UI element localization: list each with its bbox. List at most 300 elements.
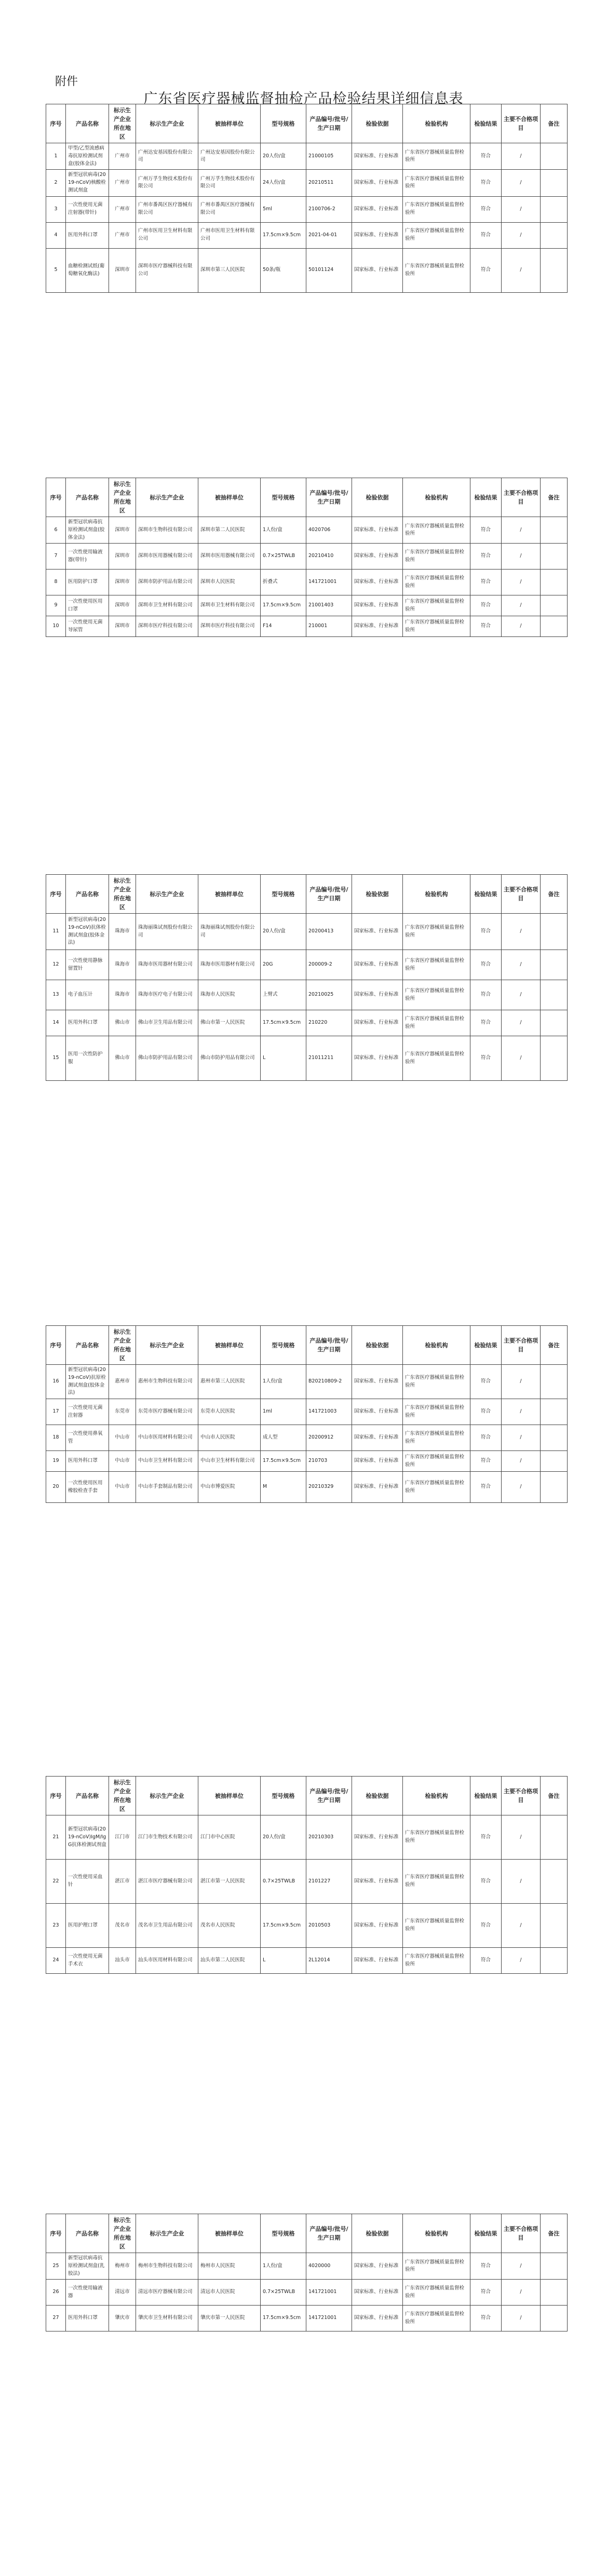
cell-lab: 广东省医疗器械质量监督检验所 [403, 248, 470, 292]
cell-region: 清远市 [109, 2280, 136, 2306]
cell-lot: 141721001 [306, 2280, 352, 2306]
column-header: 标示生产企业 [136, 1777, 198, 1815]
cell-result: 符合 [470, 1010, 502, 1036]
column-header: 标示生产企业所在地区 [109, 1326, 136, 1365]
cell-spec: 20人份/盒 [261, 914, 306, 950]
cell-maker: 深圳市医用器械有限公司 [136, 544, 198, 570]
column-header: 备注 [541, 1777, 568, 1815]
column-header: 检验结果 [470, 875, 502, 914]
column-header: 产品名称 [66, 478, 109, 517]
cell-name: 医用外科口罩 [66, 1451, 109, 1472]
cell-note [541, 914, 568, 950]
cell-basis: 国家标准、行业标准 [352, 1472, 403, 1503]
cell-lot: 2021-04-01 [306, 222, 352, 248]
cell-maker: 湛江市医疗器械有限公司 [136, 1860, 198, 1904]
cell-lab: 广东省医疗器械质量监督检验所 [403, 570, 470, 595]
cell-result: 符合 [470, 950, 502, 980]
cell-note [541, 1365, 568, 1399]
cell-sampled: 广州市番禺区医疗器械有限公司 [198, 196, 261, 222]
cell-spec: 0.7×25TWLB [261, 544, 306, 570]
column-header: 主要不合格项目 [502, 478, 541, 517]
table-row [46, 248, 568, 292]
cell-region: 中山市 [109, 1451, 136, 1472]
cell-fail: / [502, 170, 541, 196]
cell-region: 中山市 [109, 1425, 136, 1451]
cell-lab: 广东省医疗器械质量监督检验所 [403, 1860, 470, 1904]
cell-spec: 0.7×25TWLB [261, 2280, 306, 2306]
cell-name: 新型冠状病毒抗原检测试剂盒(胶体金法) [66, 517, 109, 544]
table-row [46, 2253, 568, 2280]
cell-result: 符合 [470, 248, 502, 292]
cell-sampled: 梅州市人民医院 [198, 2253, 261, 2280]
column-header: 备注 [541, 478, 568, 517]
cell-result: 符合 [470, 1399, 502, 1425]
table-row [46, 1399, 568, 1425]
cell-fail: / [502, 248, 541, 292]
cell-note [541, 1904, 568, 1948]
cell-name: 血糖检测试纸(葡萄糖氧化酶法) [66, 248, 109, 292]
cell-lot: 4020000 [306, 2253, 352, 2280]
cell-name: 甲型/乙型流感病毒抗原检测试剂盒(胶体金法) [66, 143, 109, 170]
cell-name: 一次性使用静脉留置针 [66, 950, 109, 980]
cell-no: 11 [46, 914, 66, 950]
column-header: 检验结果 [470, 478, 502, 517]
cell-no: 9 [46, 595, 66, 616]
cell-region: 东莞市 [109, 1399, 136, 1425]
cell-sampled: 中山市卫生材料有限公司 [198, 1451, 261, 1472]
cell-region: 佛山市 [109, 1010, 136, 1036]
table-row [46, 1472, 568, 1503]
table-row [46, 517, 568, 544]
cell-note [541, 595, 568, 616]
cell-maker: 深圳市卫生材料有限公司 [136, 595, 198, 616]
cell-result: 符合 [470, 143, 502, 170]
page-title: 广东省医疗器械监督抽检产品检验结果详细信息表 [143, 91, 464, 107]
cell-note [541, 2280, 568, 2306]
cell-note [541, 143, 568, 170]
cell-no: 13 [46, 980, 66, 1010]
cell-basis: 国家标准、行业标准 [352, 1860, 403, 1904]
cell-maker: 广州市医用卫生材料有限公司 [136, 222, 198, 248]
cell-lot: 2L12014 [306, 1948, 352, 1974]
cell-sampled: 佛山市防护用品有限公司 [198, 1036, 261, 1081]
column-header: 被抽样单位 [198, 875, 261, 914]
cell-lab: 广东省医疗器械质量监督检验所 [403, 170, 470, 196]
cell-name: 一次性使用无菌注射器(带针) [66, 196, 109, 222]
cell-basis: 国家标准、行业标准 [352, 1399, 403, 1425]
table-row [46, 616, 568, 637]
cell-result: 符合 [470, 595, 502, 616]
column-header: 标示生产企业 [136, 1326, 198, 1365]
cell-region: 广州市 [109, 143, 136, 170]
cell-no: 21 [46, 1815, 66, 1860]
column-header: 检验机构 [403, 104, 470, 143]
cell-lab: 广东省医疗器械质量监督检验所 [403, 196, 470, 222]
cell-result: 符合 [470, 196, 502, 222]
cell-sampled: 珠海市医用器材有限公司 [198, 950, 261, 980]
cell-maker: 广州达安基因股份有限公司 [136, 143, 198, 170]
cell-note [541, 980, 568, 1010]
column-header: 型号规格 [261, 1777, 306, 1815]
cell-sampled: 深圳市第二人民医院 [198, 517, 261, 544]
cell-basis: 国家标准、行业标准 [352, 196, 403, 222]
cell-lot: 210220 [306, 1010, 352, 1036]
cell-maker: 中山市手套制品有限公司 [136, 1472, 198, 1503]
cell-name: 一次性使用无菌注射器 [66, 1399, 109, 1425]
cell-lot: 141721001 [306, 570, 352, 595]
column-header: 被抽样单位 [198, 478, 261, 517]
cell-no: 22 [46, 1860, 66, 1904]
table-row [46, 544, 568, 570]
result-table [46, 478, 568, 637]
result-table [46, 1776, 568, 1974]
cell-no: 7 [46, 544, 66, 570]
column-header: 检验结果 [470, 1777, 502, 1815]
cell-basis: 国家标准、行业标准 [352, 980, 403, 1010]
cell-lot: 141721001 [306, 2306, 352, 2331]
cell-spec: 17.5cm×9.5cm [261, 595, 306, 616]
cell-lab: 广东省医疗器械质量监督检验所 [403, 517, 470, 544]
cell-region: 中山市 [109, 1472, 136, 1503]
cell-lab: 广东省医疗器械质量监督检验所 [403, 1451, 470, 1472]
column-header: 标示生产企业 [136, 104, 198, 143]
column-header: 型号规格 [261, 1326, 306, 1365]
cell-note [541, 570, 568, 595]
cell-note [541, 2253, 568, 2280]
cell-maker: 佛山市卫生用品有限公司 [136, 1010, 198, 1036]
cell-sampled: 江门市中心医院 [198, 1815, 261, 1860]
cell-lot: 20200413 [306, 914, 352, 950]
column-header: 检验结果 [470, 104, 502, 143]
cell-fail: / [502, 2306, 541, 2331]
cell-fail: / [502, 1425, 541, 1451]
cell-name: 医用外科口罩 [66, 2306, 109, 2331]
cell-lab: 广东省医疗器械质量监督检验所 [403, 950, 470, 980]
cell-note [541, 1036, 568, 1081]
column-header: 序号 [46, 1777, 66, 1815]
cell-lot: 21011211 [306, 1036, 352, 1081]
cell-maker: 佛山市防护用品有限公司 [136, 1036, 198, 1081]
cell-name: 一次性使用医用橡胶检查手套 [66, 1472, 109, 1503]
cell-spec: 17.5cm×9.5cm [261, 1904, 306, 1948]
cell-basis: 国家标准、行业标准 [352, 1815, 403, 1860]
cell-lab: 广东省医疗器械质量监督检验所 [403, 1815, 470, 1860]
cell-no: 10 [46, 616, 66, 637]
cell-region: 珠海市 [109, 914, 136, 950]
cell-spec: M [261, 1472, 306, 1503]
cell-fail: / [502, 1010, 541, 1036]
column-header: 产品编号/批号/生产日期 [306, 2214, 352, 2253]
column-header: 检验结果 [470, 2214, 502, 2253]
table-row [46, 595, 568, 616]
cell-maker: 珠海市医用器材有限公司 [136, 950, 198, 980]
cell-basis: 国家标准、行业标准 [352, 517, 403, 544]
cell-spec: 1人份/盒 [261, 1365, 306, 1399]
cell-lot: 141721003 [306, 1399, 352, 1425]
cell-result: 符合 [470, 2253, 502, 2280]
cell-result: 符合 [470, 1472, 502, 1503]
cell-lot: 20210025 [306, 980, 352, 1010]
cell-region: 茂名市 [109, 1904, 136, 1948]
cell-result: 符合 [470, 544, 502, 570]
cell-result: 符合 [470, 1904, 502, 1948]
cell-result: 符合 [470, 2306, 502, 2331]
cell-basis: 国家标准、行业标准 [352, 170, 403, 196]
cell-no: 8 [46, 570, 66, 595]
cell-no: 24 [46, 1948, 66, 1974]
cell-lot: B20210809-2 [306, 1365, 352, 1399]
table-row [46, 196, 568, 222]
cell-spec: 1ml [261, 1399, 306, 1425]
table-row [46, 1948, 568, 1974]
cell-lab: 广东省医疗器械质量监督检验所 [403, 616, 470, 637]
cell-sampled: 佛山市第一人民医院 [198, 1010, 261, 1036]
cell-region: 汕头市 [109, 1948, 136, 1974]
cell-region: 梅州市 [109, 2253, 136, 2280]
cell-basis: 国家标准、行业标准 [352, 248, 403, 292]
cell-note [541, 544, 568, 570]
cell-lot: 2100706-2 [306, 196, 352, 222]
cell-basis: 国家标准、行业标准 [352, 1036, 403, 1081]
cell-region: 广州市 [109, 222, 136, 248]
cell-maker: 梅州市生物科技有限公司 [136, 2253, 198, 2280]
cell-lab: 广东省医疗器械质量监督检验所 [403, 222, 470, 248]
cell-lot: 20200912 [306, 1425, 352, 1451]
cell-result: 符合 [470, 1425, 502, 1451]
table-row [46, 980, 568, 1010]
column-header: 检验依据 [352, 104, 403, 143]
column-header: 检验依据 [352, 1777, 403, 1815]
cell-fail: / [502, 1815, 541, 1860]
cell-lot: 21000105 [306, 143, 352, 170]
cell-lot: 50101124 [306, 248, 352, 292]
cell-basis: 国家标准、行业标准 [352, 2253, 403, 2280]
cell-no: 26 [46, 2280, 66, 2306]
cell-lab: 广东省医疗器械质量监督检验所 [403, 1472, 470, 1503]
cell-note [541, 1010, 568, 1036]
column-header: 备注 [541, 2214, 568, 2253]
table-row [46, 914, 568, 950]
cell-basis: 国家标准、行业标准 [352, 544, 403, 570]
column-header: 主要不合格项目 [502, 1326, 541, 1365]
cell-spec: 折叠式 [261, 570, 306, 595]
cell-name: 一次性使用输液器(带针) [66, 544, 109, 570]
cell-lot: 20210511 [306, 170, 352, 196]
cell-result: 符合 [470, 616, 502, 637]
cell-lot: 21001403 [306, 595, 352, 616]
cell-no: 6 [46, 517, 66, 544]
column-header: 标示生产企业所在地区 [109, 2214, 136, 2253]
cell-note [541, 1815, 568, 1860]
cell-sampled: 茂名市人民医院 [198, 1904, 261, 1948]
result-table [46, 104, 568, 293]
table-row [46, 950, 568, 980]
cell-maker: 广州市番禺区医疗器械有限公司 [136, 196, 198, 222]
cell-fail: / [502, 980, 541, 1010]
cell-name: 一次性使用输液器 [66, 2280, 109, 2306]
column-header: 标示生产企业 [136, 2214, 198, 2253]
table-header-row [46, 104, 568, 143]
cell-spec: 上臂式 [261, 980, 306, 1010]
cell-result: 符合 [470, 1451, 502, 1472]
cell-fail: / [502, 1399, 541, 1425]
cell-maker: 清远市医疗器械有限公司 [136, 2280, 198, 2306]
cell-fail: / [502, 2280, 541, 2306]
cell-lab: 广东省医疗器械质量监督检验所 [403, 1948, 470, 1974]
cell-name: 医用护理口罩 [66, 1904, 109, 1948]
cell-spec: 17.5cm×9.5cm [261, 2306, 306, 2331]
cell-no: 12 [46, 950, 66, 980]
column-header: 型号规格 [261, 875, 306, 914]
table-row [46, 1010, 568, 1036]
column-header: 检验结果 [470, 1326, 502, 1365]
column-header: 产品名称 [66, 875, 109, 914]
cell-name: 新型冠状病毒(2019-nCoV)抗体检测试剂盒(胶体金法) [66, 914, 109, 950]
cell-no: 19 [46, 1451, 66, 1472]
cell-fail: / [502, 950, 541, 980]
cell-region: 深圳市 [109, 616, 136, 637]
cell-region: 深圳市 [109, 570, 136, 595]
column-header: 标示生产企业所在地区 [109, 875, 136, 914]
cell-lab: 广东省医疗器械质量监督检验所 [403, 980, 470, 1010]
cell-no: 17 [46, 1399, 66, 1425]
cell-sampled: 珠海丽珠试剂股份有限公司 [198, 914, 261, 950]
cell-lab: 广东省医疗器械质量监督检验所 [403, 1399, 470, 1425]
cell-region: 深圳市 [109, 248, 136, 292]
cell-basis: 国家标准、行业标准 [352, 222, 403, 248]
cell-no: 3 [46, 196, 66, 222]
cell-spec: 20人份/盒 [261, 1815, 306, 1860]
cell-spec: 5ml [261, 196, 306, 222]
cell-region: 惠州市 [109, 1365, 136, 1399]
column-header: 产品编号/批号/生产日期 [306, 104, 352, 143]
cell-fail: / [502, 1451, 541, 1472]
table-row [46, 1425, 568, 1451]
cell-maker: 江门市生物技术有限公司 [136, 1815, 198, 1860]
cell-sampled: 惠州市第三人民医院 [198, 1365, 261, 1399]
table-header-row [46, 1326, 568, 1365]
cell-result: 符合 [470, 222, 502, 248]
table-row [46, 2280, 568, 2306]
cell-spec: 17.5cm×9.5cm [261, 222, 306, 248]
cell-name: 新型冠状病毒(2019-nCoV)IgM/IgG抗体检测试剂盒 [66, 1815, 109, 1860]
column-header: 序号 [46, 1326, 66, 1365]
cell-note [541, 1948, 568, 1974]
cell-fail: / [502, 914, 541, 950]
cell-sampled: 珠海市人民医院 [198, 980, 261, 1010]
cell-sampled: 深圳市人民医院 [198, 570, 261, 595]
cell-basis: 国家标准、行业标准 [352, 1451, 403, 1472]
cell-sampled: 清远市人民医院 [198, 2280, 261, 2306]
column-header: 被抽样单位 [198, 104, 261, 143]
table-row [46, 1365, 568, 1399]
cell-region: 深圳市 [109, 544, 136, 570]
cell-name: 医用外科口罩 [66, 1010, 109, 1036]
cell-spec: 1人份/盒 [261, 517, 306, 544]
column-header: 序号 [46, 2214, 66, 2253]
table-row [46, 222, 568, 248]
cell-basis: 国家标准、行业标准 [352, 1010, 403, 1036]
cell-lot: 2010503 [306, 1904, 352, 1948]
cell-region: 深圳市 [109, 595, 136, 616]
column-header: 型号规格 [261, 478, 306, 517]
table-header-row [46, 875, 568, 914]
cell-maker: 深圳市医疗器械科技有限公司 [136, 248, 198, 292]
column-header: 检验依据 [352, 875, 403, 914]
cell-lot: 20210410 [306, 544, 352, 570]
cell-maker: 深圳市防护用品有限公司 [136, 570, 198, 595]
column-header: 被抽样单位 [198, 2214, 261, 2253]
cell-lab: 广东省医疗器械质量监督检验所 [403, 1425, 470, 1451]
cell-no: 15 [46, 1036, 66, 1081]
cell-spec: L [261, 1948, 306, 1974]
cell-no: 20 [46, 1472, 66, 1503]
cell-sampled: 深圳市第三人民医院 [198, 248, 261, 292]
cell-lot: 210703 [306, 1451, 352, 1472]
column-header: 备注 [541, 875, 568, 914]
cell-note [541, 2306, 568, 2331]
column-header: 序号 [46, 104, 66, 143]
cell-note [541, 248, 568, 292]
cell-lab: 广东省医疗器械质量监督检验所 [403, 914, 470, 950]
column-header: 检验依据 [352, 1326, 403, 1365]
cell-name: 医用防护口罩 [66, 570, 109, 595]
column-header: 被抽样单位 [198, 1326, 261, 1365]
cell-spec: 20人份/盒 [261, 143, 306, 170]
cell-note [541, 222, 568, 248]
cell-lot: 20210329 [306, 1472, 352, 1503]
column-header: 标示生产企业所在地区 [109, 1777, 136, 1815]
column-header: 产品名称 [66, 2214, 109, 2253]
cell-region: 肇庆市 [109, 2306, 136, 2331]
column-header: 产品名称 [66, 1326, 109, 1365]
cell-fail: / [502, 196, 541, 222]
column-header: 型号规格 [261, 104, 306, 143]
cell-basis: 国家标准、行业标准 [352, 1904, 403, 1948]
cell-lot: 210001 [306, 616, 352, 637]
cell-lab: 广东省医疗器械质量监督检验所 [403, 544, 470, 570]
result-table [46, 2214, 568, 2331]
cell-no: 23 [46, 1904, 66, 1948]
column-header: 产品名称 [66, 104, 109, 143]
cell-fail: / [502, 616, 541, 637]
cell-result: 符合 [470, 1860, 502, 1904]
cell-result: 符合 [470, 570, 502, 595]
cell-spec: F14 [261, 616, 306, 637]
cell-note [541, 517, 568, 544]
cell-region: 佛山市 [109, 1036, 136, 1081]
cell-basis: 国家标准、行业标准 [352, 2280, 403, 2306]
cell-lab: 广东省医疗器械质量监督检验所 [403, 2280, 470, 2306]
cell-lot: 4020706 [306, 517, 352, 544]
cell-maker: 深圳市医疗科技有限公司 [136, 616, 198, 637]
cell-spec: 24人份/盒 [261, 170, 306, 196]
cell-lab: 广东省医疗器械质量监督检验所 [403, 2306, 470, 2331]
cell-maker: 肇庆市卫生材料有限公司 [136, 2306, 198, 2331]
cell-no: 4 [46, 222, 66, 248]
table-row [46, 1815, 568, 1860]
cell-name: 一次性使用鼻氧管 [66, 1425, 109, 1451]
table-row [46, 1036, 568, 1081]
table-row [46, 570, 568, 595]
cell-basis: 国家标准、行业标准 [352, 616, 403, 637]
cell-result: 符合 [470, 170, 502, 196]
column-header: 备注 [541, 104, 568, 143]
column-header: 检验机构 [403, 2214, 470, 2253]
cell-fail: / [502, 1860, 541, 1904]
cell-lab: 广东省医疗器械质量监督检验所 [403, 143, 470, 170]
cell-spec: 成人型 [261, 1425, 306, 1451]
